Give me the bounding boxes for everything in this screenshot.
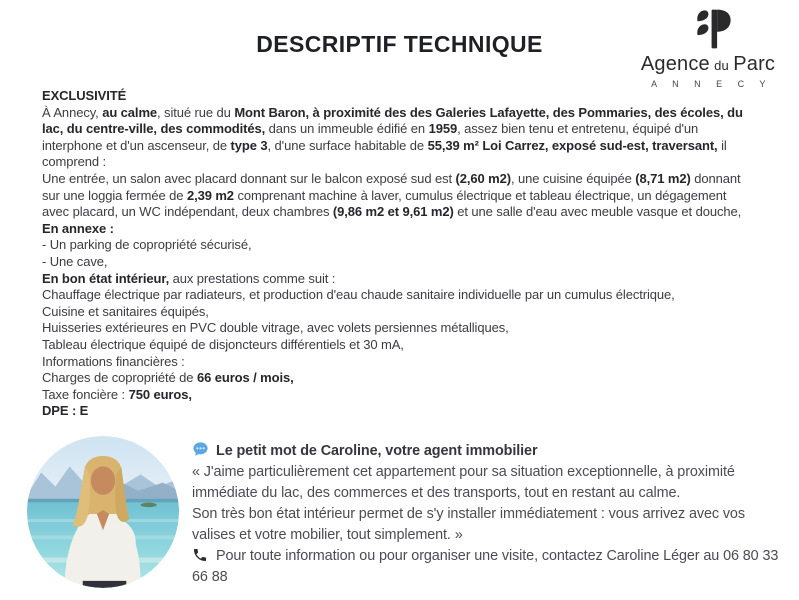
description-paragraph: Informations financières : <box>42 353 185 369</box>
description-paragraph: Cuisine et sanitaires équipés, <box>42 303 209 319</box>
description-paragraph: En annexe : <box>42 220 114 236</box>
description-paragraph: - Une cave, <box>42 253 108 269</box>
agency-logo <box>627 6 789 89</box>
description-paragraph: DPE : E <box>42 403 89 419</box>
agent-quote-part2: Son très bon état intérieur permet de s'y installer immédiatement : vous arrivez avec vos valises et votre mobilier, tout simplement. » <box>192 505 745 543</box>
agent-quote-part1: « J'aime particulièrement cet appartement pour sa situation exceptionnelle, à proximité immédiate du lac, des commerces et des transports, tout en restant au calme. <box>192 463 735 501</box>
agent-phone-line <box>192 546 786 588</box>
page-title: DESCRIPTIF TECHNIQUE <box>256 31 543 57</box>
agent-text-block <box>192 436 786 588</box>
description-paragraph: À Annecy, au calme, situé rue du Mont Baron, à proximité des des Galeries Lafayette, des Pommaries, des écoles, du lac, du centre-ville, des commodités, dans un immeuble édifié en 1959, assez bien tenu et entretenu, équipé d'un interphone et d'un ascenseur, de type 3, d'une surface habitable de 55,39 m² Loi Carrez, exposé sud-est, traversant, il comprend : <box>42 104 743 170</box>
agency-name <box>641 53 775 76</box>
description-body <box>42 88 749 420</box>
description-paragraph: Taxe foncière : 750 euros, <box>42 386 192 402</box>
agent-photo <box>27 436 179 588</box>
agent-photo-illustration <box>27 436 179 588</box>
agent-heading <box>192 441 786 462</box>
agent-phone-text: Pour toute information ou pour organiser une visite, contactez Caroline Léger au 06 80 33 66 88 <box>192 547 779 585</box>
description-paragraph: EXCLUSIVITÉ <box>42 88 127 103</box>
agent-heading-text: Le petit mot de Caroline, votre agent immobilier <box>216 442 538 459</box>
description-paragraph: Charges de copropriété de 66 euros / mois, <box>42 370 294 386</box>
phone-icon <box>192 547 209 564</box>
agency-city: A N N E C Y <box>651 79 772 89</box>
agency-name-parc: Parc <box>733 53 776 75</box>
speech-bubble-icon <box>192 441 209 458</box>
description-paragraph: En bon état intérieur, aux prestations comme suit : <box>42 270 336 286</box>
description-paragraph: Chauffage électrique par radiateurs, et production d'eau chaude sanitaire individuelle par un cumulus électrique, <box>42 287 675 303</box>
agent-section <box>27 436 799 588</box>
description-paragraph: Une entrée, un salon avec placard donnant sur le balcon exposé sud est (2,60 m2), une cuisine équipée (8,71 m2) donnant sur une loggia fermée de 2,39 m2 comprenant machine à laver, cumulus électrique et tableau électrique, un dégagement avec placard, un WC indépendant, deux chambres (9,86 m2 et 9,61 m2) et une salle d'eau avec meuble vasque et douche, <box>42 170 742 220</box>
header <box>0 0 799 89</box>
agency-name-du: du <box>714 58 729 73</box>
description-paragraph: - Un parking de copropriété sécurisé, <box>42 237 252 253</box>
description-paragraph: Tableau électrique équipé de disjoncteurs différentiels et 30 mA, <box>42 336 404 352</box>
agency-monogram-icon <box>685 6 731 52</box>
agency-name-agence: Agence <box>640 53 710 75</box>
description-paragraph: Huisseries extérieures en PVC double vitrage, avec volets persiennes métalliques, <box>42 320 509 336</box>
